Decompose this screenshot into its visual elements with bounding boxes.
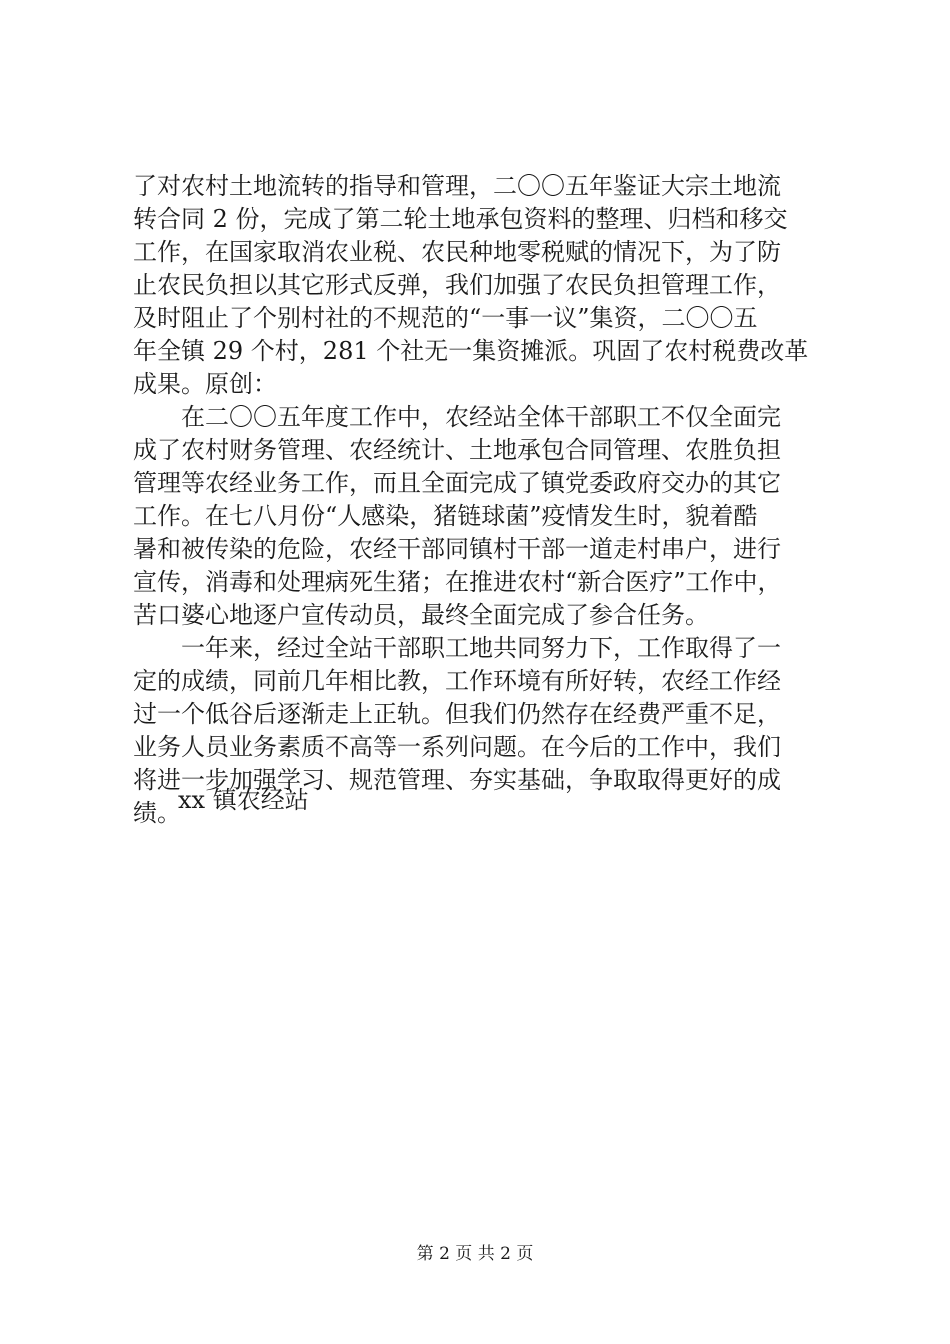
text-line: 将进一步加强学习、规范管理、夯实基础，争取取得更好的成 [133, 766, 781, 794]
text-line: 止农民负担以其它形式反弹，我们加强了农民负担管理工作， [133, 271, 781, 299]
body-text [133, 170, 833, 830]
text-line: 工作。在七八月份“人感染，猪链球菌”疫情发生时，貌着酷 [133, 502, 758, 530]
text-line: 宣传，消毒和处理病死生猪；在推进农村“新合医疗”工作中， [133, 568, 782, 596]
text-line: 绩。 [133, 799, 181, 827]
text-line: 成了农村财务管理、农经统计、土地承包合同管理、农胜负担 [133, 436, 781, 464]
text-line: 年全镇 29 个村，281 个社无一集资摊派。巩固了农村税费改革 [133, 337, 809, 365]
page-footer: 第 2 页 共 2 页 [416, 1244, 534, 1264]
text-line: 业务人员业务素质不高等一系列问题。在今后的工作中，我们 [133, 733, 781, 761]
text-line: 转合同 2 份，完成了第二轮土地承包资料的整理、归档和移交 [133, 205, 788, 233]
text-line: 及时阻止了个别村社的不规范的“一事一议”集资，二〇〇五 [133, 304, 758, 332]
text-line: 在二〇〇五年度工作中，农经站全体干部职工不仅全面完 [133, 403, 781, 431]
text-line: 成果。原创： [133, 370, 277, 398]
text-line: 工作，在国家取消农业税、农民种地零税赋的情况下，为了防 [133, 238, 781, 266]
text-line: 苦口婆心地逐户宣传动员，最终全面完成了参合任务。 [133, 601, 709, 629]
signature: xx 镇农经站 [178, 786, 309, 814]
text-line: 过一个低谷后逐渐走上正轨。但我们仍然存在经费严重不足， [133, 700, 781, 728]
text-line: 一年来，经过全站干部职工地共同努力下，工作取得了一 [133, 634, 781, 662]
text-line: 定的成绩，同前几年相比教，工作环境有所好转，农经工作经 [133, 667, 781, 695]
text-line: 了对农村土地流转的指导和管理，二〇〇五年鉴证大宗土地流 [133, 172, 781, 200]
text-line: 管理等农经业务工作，而且全面完成了镇党委政府交办的其它 [133, 469, 781, 497]
text-line: 暑和被传染的危险，农经干部同镇村干部一道走村串户，进行 [133, 535, 781, 563]
